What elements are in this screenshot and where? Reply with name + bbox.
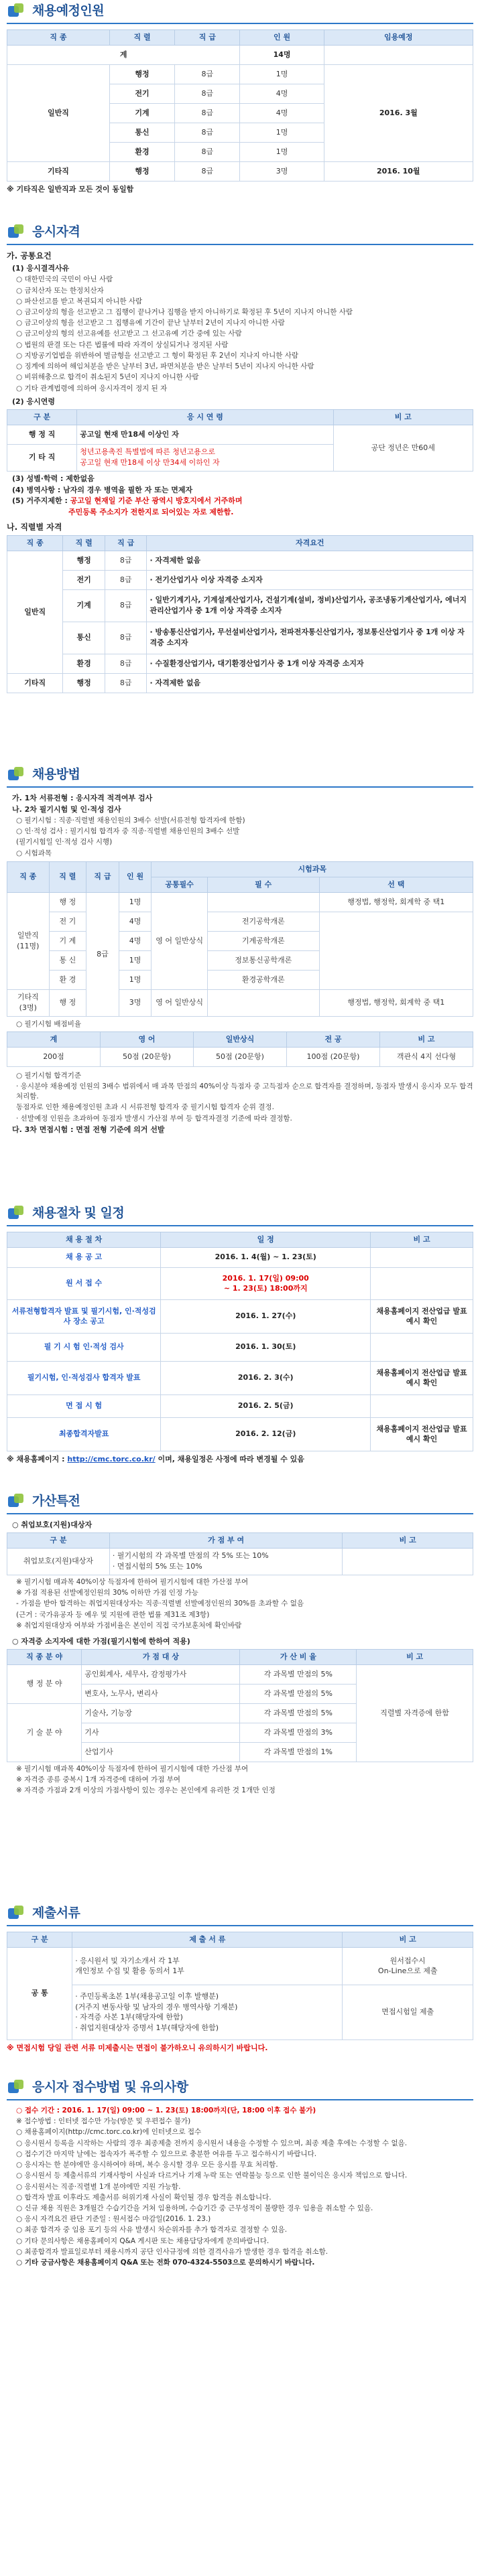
subheading: 가. 공통요건 (7, 251, 52, 261)
doc-remark: 면접시험일 제출 (343, 1985, 473, 2040)
table-header: 비 고 (343, 1932, 473, 1948)
method-line: ○ 인·적성 검사 : 필기시험 합격자 중 직종·직렬별 채용인원의 3배수 선발 (16, 827, 240, 836)
count-cell: 4명 (119, 912, 152, 931)
method-line: (필기시험일 인·적성 검사 시행) (16, 838, 113, 847)
notice-item: ○ 접수기간 마지막 날에는 접속자가 폭주할 수 있으므로 충분한 여유를 두고 접수하시기 바랍니다. (16, 2149, 317, 2158)
table-header: 시험과목 (152, 861, 473, 877)
method-line: ○ 필기시험 : 직종·직렬별 채용인원의 3배수 선발(서류전형 합격자에 한함) (16, 816, 245, 825)
table-header: 비 고 (343, 1532, 473, 1548)
table-header: 인 원 (119, 861, 152, 892)
table-header: 비 고 (371, 1232, 473, 1248)
score-cell: 50점 (20문항) (194, 1047, 287, 1066)
subject-cell: 정보통신공학개론 (207, 950, 319, 970)
section-schedule (7, 1202, 473, 1468)
cert-cell: 공인회계사, 세무사, 감정평가사 (82, 1664, 240, 1684)
table-header: 선 택 (319, 877, 473, 892)
series-cell: 기계 (63, 589, 105, 622)
cert-cell: 산업기사 (82, 1742, 240, 1762)
bonus-note: ※ 가점 적용된 선발예정인원의 30% 이하만 가점 인정 가능 (16, 1589, 198, 1597)
req-cell: · 자격제한 없음 (147, 673, 473, 693)
date-cell: 2016. 1. 30(토) (161, 1333, 371, 1361)
step-cell: 필기시험, 인·적성검사 합격자 발표 (7, 1361, 161, 1394)
series-cell: 행정 (63, 551, 105, 570)
section-icon (7, 2080, 27, 2096)
disq-item: ○ 대한민국의 국민이 아닌 사람 (16, 275, 113, 284)
section-title: 가산특전 (32, 1494, 80, 1509)
rate-cell: 각 과목별 만점의 1% (240, 1742, 357, 1762)
bonus-heading: ○ 취업보호(지원)대상자 (12, 1520, 93, 1529)
section-header (7, 1902, 473, 1926)
score-cell: 객관식 4지 선다형 (380, 1047, 473, 1066)
count-cell: 3명 (240, 161, 324, 181)
group-count: (11명) (17, 941, 40, 950)
notice-item: ○ 합격자 발표 이후라도 제출서류 허위기재 사실이 확인될 경우 합격을 취소합니다. (16, 2193, 272, 2202)
count-cell: 1명 (240, 142, 324, 161)
section-title: 채용방법 (32, 767, 80, 782)
notice-item: ○ 기타 문의사항은 채용홈페이지 Q&A 게시판 또는 채용담당자에게 문의바랍니다. (16, 2236, 269, 2245)
total-count: 14명 (240, 45, 324, 64)
series-cell: 행정 (109, 64, 174, 84)
method-line: 가. 1차 서류전형 : 응시자격 적격여부 검사 (12, 794, 153, 802)
date-cell: 2016. 10월 (324, 161, 473, 181)
age-value: 공고일 현재 만18세 이상인 자 (77, 425, 333, 444)
table-header: 구 분 (7, 1932, 72, 1948)
rate-cell: 각 과목별 만점의 3% (240, 1723, 357, 1742)
bonus-note: ※ 필기시험 매과목 40%이상 득점자에 한하여 필기시험에 대한 가산점 부여 (16, 1577, 249, 1586)
section-title: 제출서류 (32, 1906, 80, 1921)
date-cell: 2016. 2. 3(수) (161, 1361, 371, 1394)
series-cell: 행 정 (49, 892, 86, 912)
count-cell: 1명 (240, 123, 324, 142)
bonus-note: (근거 : 국가유공자 등 예우 및 지원에 관한 법률 제31조 제3항) (16, 1610, 210, 1619)
group-label: 기타직 (17, 993, 39, 1002)
table-header: 가 산 비 율 (240, 1649, 357, 1664)
table-header: 제 출 서 류 (72, 1932, 343, 1948)
subject-cell (207, 892, 319, 912)
series-cell: 환경 (63, 654, 105, 673)
disq-item: ○ 금고이상의 형을 선고받고 그 집행유예 기간이 끝난 날부터 2년이 지나지 아니한 사람 (16, 319, 285, 328)
table-header: 필 수 (207, 877, 319, 892)
group-label: 기타직 (7, 161, 110, 181)
count-cell: 3명 (119, 989, 152, 1016)
table-header: 비 고 (357, 1649, 473, 1664)
table-header: 비 고 (333, 409, 473, 425)
notice-item: ○ 신규 채용 직원은 3개월간 수습기간을 거쳐 임용하며, 수습기간 중 근무성적이 불량한 경우 임용을 취소할 수 있음. (16, 2204, 373, 2212)
group-label: 공 통 (7, 1947, 72, 2040)
table-header: 직 렬 (49, 861, 86, 892)
method-line: ○ 시험과목 (16, 849, 52, 857)
method-line: 다. 3차 면접시험 : 면접 전형 기준에 의거 선발 (12, 1125, 165, 1134)
homepage-link[interactable]: http://cmc.torc.co.kr/ (67, 1454, 156, 1463)
method-line: · 선발예정 인원을 초과하여 동점자 발생시 가산점 부여 등 합격자결정 기준에 따라 결정함. (16, 1114, 292, 1123)
section-application (7, 2076, 473, 2269)
req-cell: · 전기산업기사 이상 자격증 소지자 (147, 570, 473, 589)
schedule-table (7, 1232, 473, 1451)
section-documents (7, 1902, 473, 2056)
section-icon (7, 224, 27, 240)
table-header: 계 (7, 1031, 101, 1047)
bonus-table-2 (7, 1649, 473, 1762)
req-cell: · 자격제한 없음 (147, 551, 473, 570)
section-title: 응시자격 (32, 224, 80, 240)
date-cell: 2016. 1. 27(수) (161, 1299, 371, 1333)
count-cell: 1명 (119, 892, 152, 912)
age-kind: 행 정 직 (7, 425, 77, 444)
series-cell: 기계 (109, 103, 174, 123)
disq-item: ○ 징계에 의하여 해임처분을 받은 날부터 3년, 파면처분을 받은 날부터 5년이 지나지 아니한 사람 (16, 362, 314, 371)
item-heading: (3) 성별·학력 : 제한없음 (12, 474, 95, 483)
date-cell: 2016. 2. 5(금) (161, 1394, 371, 1417)
section-icon (7, 3, 27, 19)
group-count: (3명) (19, 1003, 37, 1013)
method-line: ○ 필기시험 배점비율 (16, 1019, 81, 1028)
group-label: 일반직 (17, 930, 39, 940)
bonus-note: ※ 자격증 가점과 2개 이상의 가점사항이 있는 경우는 본인에게 유리한 것 1개만 인정 (16, 1786, 276, 1795)
method-line: · 응시분야 채용예정 인원의 3배수 범위에서 매 과목 만점의 40%이상 득점자 중 고득점자 순으로 합격자를 결정하며, 동점자 발생시 응시자 모두 합격처리함. (16, 1082, 473, 1101)
item-heading: (2) 응시연령 (12, 397, 56, 406)
table-header: 직 급 (175, 30, 240, 46)
series-cell: 통신 (109, 123, 174, 142)
table-header: 구 분 (7, 1532, 110, 1548)
section-bonus (7, 1490, 473, 1797)
notice-item: ○ 응시원서 등 제출서류의 기재사항이 사실과 다르거나 기재 누락 또는 연락불능 등으로 인한 불이익은 응시자 책임으로 합니다. (16, 2171, 408, 2180)
table-header: 공통필수 (152, 877, 207, 892)
age-kind: 기 타 직 (7, 444, 77, 471)
notice-item: ○ 최종합격자 발표일로부터 채용시까지 공단 인사규정에 의한 결격사유가 발생한 경우 합격을 취소함. (16, 2247, 328, 2256)
doc-remark: On-Line으로 제출 (377, 1966, 438, 1976)
grade-cell: 8급 (105, 654, 147, 673)
method-line: ○ 필기시험 합격기준 (16, 1071, 81, 1080)
doc-note: ※ 면접시험 당일 관련 서류 미제출시는 면접이 불가하오니 유의하시기 바랍니다. (7, 2043, 268, 2052)
disq-item: ○ 금고이상의 형을 선고받고 그 집행이 끝나거나 집행을 받지 아니하기로 확정된 후 5년이 지나지 아니한 사람 (16, 307, 353, 316)
grade-cell: 8급 (175, 123, 240, 142)
remark-cell: 채용홈페이지 전산업급 발표 예시 확인 (371, 1299, 473, 1333)
section-title: 응시자 접수방법 및 유의사항 (32, 2080, 188, 2095)
table-header: 인 원 (240, 30, 324, 46)
exam-table (7, 861, 473, 1017)
table-header: 응 시 연 령 (77, 409, 333, 425)
table-header: 가 점 대 상 (82, 1649, 240, 1664)
table-header: 일반상식 (194, 1031, 287, 1047)
disq-item: ○ 파산선고를 받고 복권되지 아니한 사람 (16, 297, 143, 305)
rate-cell: 각 과목별 만점의 5% (240, 1664, 357, 1684)
section-recruit-count (7, 0, 473, 198)
grade-cell: 8급 (105, 551, 147, 570)
table-header: 직 렬 (109, 30, 174, 46)
date-cell: 2016. 1. 4(월) ~ 1. 23(토) (161, 1247, 371, 1267)
grade-cell: 8급 (175, 103, 240, 123)
item-heading: (1) 응시결격사유 (12, 264, 70, 273)
series-cell: 전기 (109, 84, 174, 103)
series-cell: 통 신 (49, 950, 86, 970)
section-header (7, 1490, 473, 1514)
group-label: 일반직 (7, 64, 110, 161)
notice-item: ○ 응시 자격요건 판단 기준일 : 원서접수 마감일(2016. 1. 23.) (16, 2215, 211, 2224)
table-header: 직 종 분 야 (7, 1649, 82, 1664)
score-table (7, 1031, 473, 1067)
req-cell: · 방송통신산업기사, 무선설비산업기사, 전파전자통신산업기사, 정보통신산업기사 중 1개 이상 자격증 소지자 (147, 622, 473, 654)
doc-item: · 주민등록초본 1부(채용공고일 이후 발행분) (75, 1991, 219, 2001)
cert-cell: 변호사, 노무사, 변리사 (82, 1684, 240, 1703)
disq-item: ○ 비위해충으로 합격이 취소된지 5년이 지나지 아니한 사람 (16, 373, 199, 382)
notice-item: ○ 응시원서는 직종·직렬별 1개 분야에만 지원 가능함. (16, 2182, 181, 2191)
notice-item: ○ 응시자는 한 분야에만 응시하여야 하며, 복수 응시할 경우 모든 응시를 무효 처리함. (16, 2161, 278, 2169)
bonus-note: ※ 필기시험 매과목 40%이상 득점자에 한하여 필기시험에 대한 가산점 부여 (16, 1764, 249, 1773)
notice-item: ○ 응시원서 등록을 시작하는 사람의 경우 최종제출 전까지 응시원서 내용을 수정할 수 있으며, 최종 제출 후에는 수정할 수 없음. (16, 2139, 408, 2147)
subject-cell: 기계공학개론 (207, 931, 319, 950)
table-header: 비 고 (380, 1031, 473, 1047)
step-cell: 채 용 공 고 (7, 1247, 161, 1267)
section-title: 채용예정인원 (32, 3, 105, 19)
table-header: 일 정 (161, 1232, 371, 1248)
disq-item: ○ 법원의 판결 또는 다른 법률에 따라 자격이 상실되거나 정지된 사람 (16, 340, 229, 349)
step-cell: 최종합격자발표 (7, 1417, 161, 1451)
step-cell: 필 기 시 험 인·적성 검사 (7, 1333, 161, 1361)
series-cell: 환 경 (49, 970, 86, 989)
note-text: ※ 채용홈페이지 : (7, 1454, 65, 1463)
section-title: 채용절차 및 일정 (32, 1206, 125, 1221)
table-header: 구 분 (7, 409, 77, 425)
series-cell: 환경 (109, 142, 174, 161)
bonus-table-1 (7, 1532, 473, 1575)
count-cell: 1명 (119, 950, 152, 970)
count-cell: 4명 (240, 103, 324, 123)
doc-item: (거주지 변동사항 및 남자의 경우 병역사항 기재분) (75, 2002, 238, 2011)
disq-item: ○ 기타 관계법령에 의하여 응시자격이 정지 된 자 (16, 384, 168, 392)
section-header (7, 2076, 473, 2100)
recruit-table (7, 29, 473, 182)
section-icon (7, 1906, 27, 1922)
score-cell: 50점 (20문항) (101, 1047, 194, 1066)
doc-remark: 원서접수시 (389, 1956, 426, 1965)
score-cell: 200점 (7, 1047, 101, 1066)
score-cell: 100점 (20문항) (287, 1047, 380, 1066)
subject-cell: 환경공학개론 (207, 970, 319, 989)
date-cell: 2016. 3월 (324, 64, 473, 161)
bonus-note: ※ 자격증 종류 중복시 1개 자격증에 대하여 가점 부여 (16, 1776, 181, 1784)
section-icon (7, 1206, 27, 1222)
table-header: 직 렬 (63, 535, 105, 551)
table-header: 영 어 (101, 1031, 194, 1047)
age-value: 청년고용촉진 특별법에 따른 청년고용으로 (80, 447, 216, 457)
count-cell: 1명 (240, 64, 324, 84)
grade-cell: 8급 (105, 673, 147, 693)
group-label: 기타직 (7, 673, 63, 693)
total-label: 계 (7, 45, 240, 64)
note-text: ※ 기타직은 일반직과 모든 것이 동일함 (7, 184, 134, 194)
cert-cell: 기사 (82, 1723, 240, 1742)
disq-item: ○ 지방공기업법을 위반하여 벌금형을 선고받고 그 형이 확정된 후 2년이 지나지 아니한 사람 (16, 351, 299, 360)
series-cell: 전기 (63, 570, 105, 589)
table-header: 직 급 (105, 535, 147, 551)
grade-cell: 8급 (105, 622, 147, 654)
bonus-value: · 면접시험의 5% 또는 10% (112, 1562, 202, 1571)
series-cell: 기 계 (49, 931, 86, 950)
age-value: 공고일 현재 만18세 이상 만34세 이하인 자 (80, 458, 220, 468)
table-header: 자격요건 (147, 535, 473, 551)
field-cell: 기 술 분 야 (7, 1703, 82, 1762)
section-header (7, 0, 473, 24)
select-subject: 행정법, 행정학, 회계학 중 택1 (319, 892, 473, 912)
bonus-kind: 취업보호(지원)대상자 (7, 1548, 110, 1575)
section-method (7, 764, 473, 1136)
section-icon (7, 1494, 27, 1510)
qualification-table (7, 535, 473, 693)
series-cell: 전 기 (49, 912, 86, 931)
series-cell: 행정 (109, 161, 174, 181)
remark-cell: 채용홈페이지 전산업급 발표 예시 확인 (371, 1417, 473, 1451)
count-cell: 4명 (240, 84, 324, 103)
notice-item: ※ 접수방법 : 인터넷 접수만 가능(방문 및 우편접수 불가) (16, 2117, 191, 2126)
doc-item: 개인정보 수집 및 활용 동의서 1부 (75, 1966, 184, 1976)
rate-cell: 각 과목별 만점의 5% (240, 1684, 357, 1703)
doc-item: · 취업지원대상자 증명서 1부(해당자에 한함) (75, 2023, 219, 2033)
section-header (7, 221, 473, 245)
table-header: 직 종 (7, 861, 50, 892)
documents-table (7, 1932, 473, 2040)
section-qualification (7, 221, 473, 693)
req-cell: · 일반기계기사, 기계설계산업기사, 건설기계(설비, 정비)산업기사, 공조냉동기계산업기사, 에너지관리산업기사 중 1개 이상 자격증 소지자 (147, 589, 473, 622)
table-header: 직 종 (7, 30, 110, 46)
method-line: 동점자로 인한 채용예정인원 초과 시 서류전형 합격자 중 필기시험 합격자 순위 결정. (16, 1103, 274, 1112)
series-cell: 행 정 (49, 989, 86, 1016)
series-cell: 행정 (63, 673, 105, 693)
age-table (7, 409, 473, 472)
group-label: 일반직 (7, 551, 63, 673)
select-subject: 행정법, 행정학, 회계학 중 택1 (319, 989, 473, 1016)
common-subject: 영 어 일반상식 (152, 989, 207, 1016)
age-note: 공단 정년은 만60세 (333, 425, 473, 471)
grade-cell: 8급 (86, 892, 119, 1016)
grade-cell: 8급 (175, 84, 240, 103)
grade-cell: 8급 (175, 142, 240, 161)
date-cell: 2016. 2. 12(금) (161, 1417, 371, 1451)
table-header: 전 공 (287, 1031, 380, 1047)
notice-item: ○ 기타 궁금사항은 채용홈페이지 Q&A 또는 전화 070-4324-5503으로 문의하시기 바랍니다. (16, 2259, 315, 2267)
section-header (7, 764, 473, 788)
step-cell: 서류전형합격자 발표 및 필기시험, 인·적성검사 장소 공고 (7, 1299, 161, 1333)
field-cell: 행 정 분 야 (7, 1664, 82, 1703)
date-cell: ~ 1. 23(토) 18:00까지 (223, 1284, 308, 1293)
count-cell: 1명 (119, 970, 152, 989)
notice-item: ○ 최종 합격자 중 임용 포기 등의 사유 발생시 차순위자를 추가 합격자로 결정할 수 있음. (16, 2226, 288, 2234)
notice-item: ○ 채용홈페이지(http://cmc.torc.co.kr)에 인터넷으로 접수 (16, 2128, 202, 2137)
cert-note: 직렬별 자격증에 한함 (357, 1664, 473, 1762)
req-cell: · 수질환경산업기사, 대기환경산업기사 중 1개 이상 자격증 소지자 (147, 654, 473, 673)
date-cell: 2016. 1. 17(일) 09:00 (222, 1273, 309, 1283)
step-cell: 원 서 접 수 (7, 1267, 161, 1299)
table-header: 직 종 (7, 535, 63, 551)
subheading: 나. 직렬별 자격 (7, 522, 62, 532)
item-heading: (4) 병역사항 : 남자의 경우 병역을 필한 자 또는 면제자 (12, 485, 193, 494)
step-cell: 면 접 시 험 (7, 1394, 161, 1417)
section-icon (7, 767, 27, 783)
grade-cell: 8급 (175, 64, 240, 84)
cert-cell: 기술사, 기능장 (82, 1703, 240, 1723)
notice-item: ○ 접수 기간 : 2016. 1. 17(일) 09:00 ~ 1. 23(토) 18:00까지(단, 18:00 이후 접수 불가) (16, 2106, 316, 2115)
item-heading: (5) 거주지제한 : (12, 496, 68, 506)
common-subject: 영 어 일반상식 (152, 892, 207, 989)
residence-text: 공고일 현재일 기준 부산 광역시 방호지에서 거주하며 (70, 496, 243, 506)
bonus-heading: ○ 자격증 소지자에 대한 가점(필기시험에 한하여 적용) (12, 1636, 190, 1646)
grade-cell: 8급 (105, 570, 147, 589)
table-header: 직 급 (86, 861, 119, 892)
rate-cell: 각 과목별 만점의 5% (240, 1703, 357, 1723)
table-header: 가 점 부 여 (109, 1532, 343, 1548)
subject-cell: 전기공학개론 (207, 912, 319, 931)
table-header: 채 용 절 차 (7, 1232, 161, 1248)
disq-item: ○ 금치산자 또는 한정치산자 (16, 286, 104, 295)
count-cell: 4명 (119, 931, 152, 950)
bonus-note: ※ 취업지원대상자 여부와 가점비율은 본인이 직접 국가보훈처에 확인바람 (16, 1621, 242, 1630)
method-line: 나. 2차 필기시험 및 인·적성 검사 (12, 804, 121, 814)
grade-cell: 8급 (105, 589, 147, 622)
doc-item: · 응시원서 및 자기소개서 각 1부 (75, 1956, 180, 1965)
remark-cell: 채용홈페이지 전산업급 발표 예시 확인 (371, 1361, 473, 1394)
residence-text: 주민등록 주소지가 전한지로 되어있는 자로 제한함. (68, 508, 234, 517)
series-cell: 통신 (63, 622, 105, 654)
table-header: 임용예정 (324, 30, 473, 46)
note-text: 이며, 채용일정은 사정에 따라 변경될 수 있음 (158, 1454, 304, 1463)
grade-cell: 8급 (175, 161, 240, 181)
disq-item: ○ 금고이상의 형의 선고유예를 선고받고 그 선고유예 기간 중에 있는 사람 (16, 330, 242, 338)
section-header (7, 1202, 473, 1226)
bonus-note: - 가점을 받아 합격하는 취업지원대상자는 직종·직렬별 선발예정인원의 30%를 초과할 수 없음 (16, 1599, 304, 1608)
bonus-value: · 필기시험의 각 과목별 만점의 각 5% 또는 10% (112, 1551, 269, 1561)
doc-item: · 자격증 사본 1부(해당자에 한함) (75, 2013, 183, 2022)
